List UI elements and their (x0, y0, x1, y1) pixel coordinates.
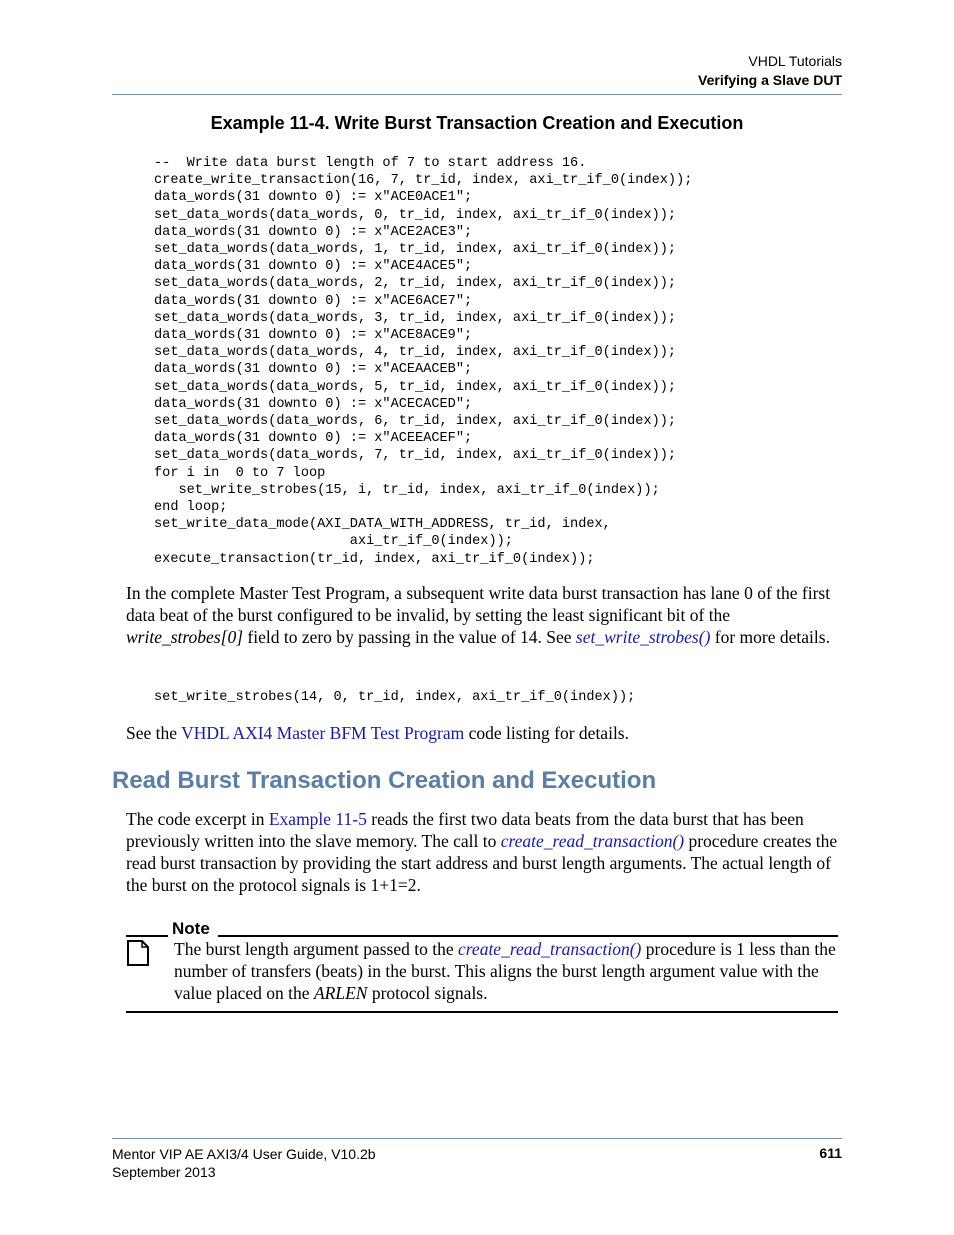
note-rule-right (218, 935, 838, 937)
note-rule-left (126, 935, 168, 937)
paragraph-master-test (126, 582, 842, 648)
para3-text-b: reads the first two data beats from the data burst that has been previously written into the slave memory. The call to (126, 809, 804, 851)
para3-text-c: procedure creates the read burst transaction by providing the start address and burst length arguments. The actual length of the burst on the protocol signals is 1+1=2. (126, 831, 838, 895)
note-text-c: protocol signals. (367, 983, 488, 1003)
example-11-5-link[interactable]: Example 11-5 (268, 809, 367, 829)
paragraph-see-test-program (126, 722, 842, 744)
create-read-transaction-link[interactable]: create_read_transaction() (500, 831, 685, 851)
header-subsection: Verifying a Slave DUT (698, 72, 842, 88)
para1-text-c: for more details. (710, 627, 830, 647)
para2-text-a: See the (126, 723, 182, 743)
note-page-icon (127, 940, 149, 966)
note-text-a: The burst length argument passed to the (174, 939, 458, 959)
para1-italic: write_strobes[0] (126, 627, 244, 647)
footer-guide-title: Mentor VIP AE AXI3/4 User Guide, V10.2b (112, 1146, 376, 1162)
set-write-strobes-link[interactable]: set_write_strobes() (575, 627, 711, 647)
code-single-line: set_write_strobes(14, 0, tr_id, index, axi_tr_if_0(index)); (154, 690, 636, 705)
footer-rule (112, 1138, 842, 1139)
example-title: Example 11-4. Write Burst Transaction Creation and Execution (210, 113, 744, 133)
note-text (174, 938, 838, 1004)
note-create-read-transaction-link[interactable]: create_read_transaction() (458, 939, 642, 959)
footer-date: September 2013 (112, 1164, 216, 1180)
code-block: -- Write data burst length of 7 to start address 16. create_write_transaction(16, 7, tr_id, index, axi_tr_if_0(index)); data_words(31 downto 0) := x"ACE0ACE1"; set_data_words(data_words, 0, tr_id, index, axi_tr_if_0(index)); data_words(31 downto 0) := x"ACE2ACE3"; set_data_words(data_words, 1, tr_id, index, axi_tr_if_0(index)); data_words(31 downto 0) := x"ACE4ACE5"; set_data_words(data_words, 2, tr_id, index, axi_tr_if_0(index)); data_words(31 downto 0) := x"ACE6ACE7"; set_data_words(data_words, 3, tr_id, index, axi_tr_if_0(index)); data_words(31 downto 0) := x"ACE8ACE9"; set_data_words(data_words, 4, tr_id, index, axi_tr_if_0(index)); data_words(31 downto 0) := x"ACEAACEB"; set_data_words(data_words, 5, tr_id, index, axi_tr_if_0(index)); data_words(31 downto 0) := x"ACECACED"; set_data_words(data_words, 6, tr_id, index, axi_tr_if_0(index)); data_words(31 downto 0) := x"ACEEACEF"; set_data_words(data_words, 7, tr_id, index, axi_tr_if_0(index)); for i in 0 to 7 loop set_write_strobes(15, i, tr_id, index, axi_tr_if_0(index)); end loop; set_write_data_mode(AXI_DATA_WITH_ADDRESS, tr_id, index, axi_tr_if_0(index)); execute_transaction(tr_id, index, axi_tr_if_0(index)); (154, 156, 693, 567)
footer-info (112, 1145, 376, 1181)
note-text-b: procedure is 1 less than the number of transfers (beats) in the burst. This aligns the burst length argument value with the value placed on the (174, 939, 836, 1003)
note-rule-bottom (126, 1011, 838, 1013)
header-section: VHDL Tutorials (748, 53, 842, 69)
section-heading: Read Burst Transaction Creation and Execution (112, 767, 657, 794)
test-program-link[interactable]: VHDL AXI4 Master BFM Test Program (181, 723, 465, 743)
para1-text-a: In the complete Master Test Program, a subsequent write data burst transaction has lane 0 of the first data beat of the burst configured to be invalid, by setting the least significant bit of the (126, 583, 831, 625)
header-rule (112, 94, 842, 95)
page-number: 611 (819, 1145, 842, 1161)
note-label: Note (172, 919, 210, 938)
running-header (698, 52, 842, 90)
note-italic-arlen: ARLEN (313, 983, 368, 1003)
para3-text-a: The code excerpt in (126, 809, 269, 829)
para2-text-b: code listing for details. (464, 723, 629, 743)
para1-text-b: field to zero by passing in the value of 14. See (243, 627, 576, 647)
paragraph-read-burst (126, 808, 842, 896)
